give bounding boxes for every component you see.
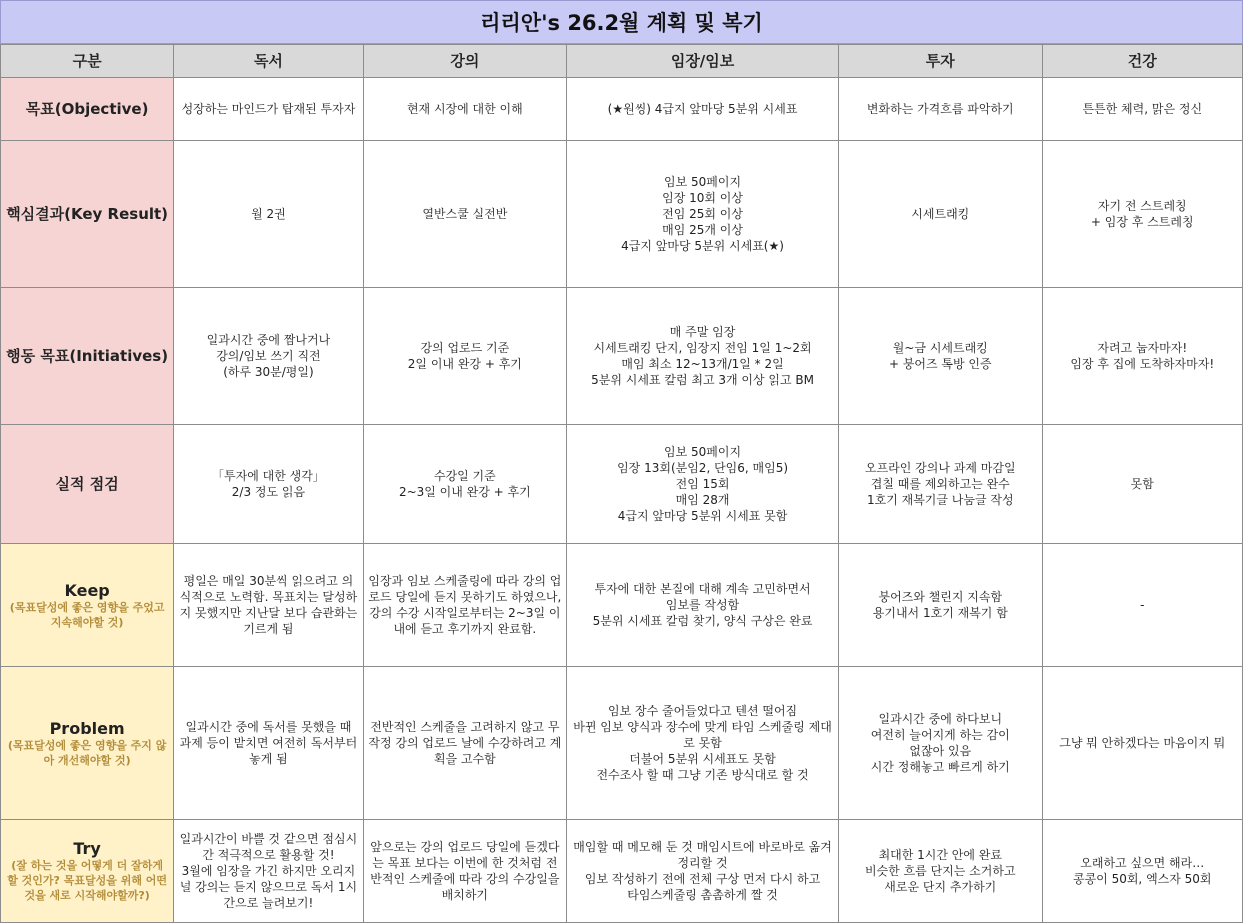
table-cell: 강의 업로드 기준 2일 이내 완강 + 후기 <box>363 288 566 425</box>
table-cell: 자려고 눕자마자! 임장 후 집에 도착하자마자! <box>1042 288 1242 425</box>
table-cell: 평일은 매일 30분씩 읽으려고 의식적으로 노력함. 목표치는 달성하지 못했지만 지난달 보다 습관화는 기르게 됨 <box>174 544 363 667</box>
table-cell: 일과시간 중에 하다보니 여전히 늘어지게 하는 감이 없잖아 있음 시간 정해놓고 빠르게 하기 <box>839 667 1042 820</box>
table-cell: 일과시간 중에 짬나거나 강의/임보 쓰기 직전 (하루 30분/평일) <box>174 288 363 425</box>
header-health: 건강 <box>1042 45 1242 78</box>
table-cell: 임보 장수 줄어들었다고 텐션 떨어짐 바뀐 임보 양식과 장수에 맞게 타임 스케줄링 제대로 못함 더불어 5분위 시세표도 못함 전수조사 할 때 그냥 기존 방식대로 할 것 <box>567 667 839 820</box>
table-cell: 수강일 기준 2~3일 이내 완강 + 후기 <box>363 425 566 544</box>
row-label-try <box>1 820 174 923</box>
row-label: Problem <box>49 718 125 738</box>
table-cell: 앞으로는 강의 업로드 당일에 듣겠다는 목표 보다는 이번에 한 것처럼 전반적인 스케줄에 따라 강의 수강일을 배치하기 <box>363 820 566 923</box>
table-cell: 자기 전 스트레칭 + 임장 후 스트레칭 <box>1042 141 1242 288</box>
table-cell: 임보 50페이지 임장 13회(분임2, 단임6, 매임5) 전임 15회 매임 28개 4급지 앞마당 5분위 시세표 못함 <box>567 425 839 544</box>
row-initiatives <box>1 288 1243 425</box>
table-cell: 열반스쿨 실전반 <box>363 141 566 288</box>
table-cell: 임장과 임보 스케줄링에 따라 강의 업로드 당일에 듣지 못하기도 하였으나, 강의 수강 시작일로부터는 2~3일 이내에 듣고 후기까지 완료함. <box>363 544 566 667</box>
table-cell: 매 주말 임장 시세트래킹 단지, 임장지 전임 1일 1~2회 매임 최소 12~13개/1일 * 2일 5분위 시세표 칼럼 최고 3개 이상 읽고 BM <box>567 288 839 425</box>
plan-table <box>0 44 1243 923</box>
table-cell: 현재 시장에 대한 이해 <box>363 78 566 141</box>
table-cell: 시세트래킹 <box>839 141 1042 288</box>
row-label: 핵심결과(Key Result) <box>1 141 174 288</box>
table-cell: 임보 50페이지 임장 10회 이상 전임 25회 이상 매임 25개 이상 4급지 앞마당 5분위 시세표(★) <box>567 141 839 288</box>
table-cell: 일과시간이 바쁠 것 같으면 점심시간 적극적으로 활용할 것! 3월에 임장을 가긴 하지만 오리지널 강의는 듣지 않으므로 독서 1시간으로 늘려보기! <box>174 820 363 923</box>
row-label-problem <box>1 667 174 820</box>
header-row <box>1 45 1243 78</box>
header-reading: 독서 <box>174 45 363 78</box>
table-cell: 최대한 1시간 안에 완료 비슷한 흐름 단지는 소거하고 새로운 단지 추가하기 <box>839 820 1042 923</box>
table-cell: 튼튼한 체력, 맑은 정신 <box>1042 78 1242 141</box>
row-try <box>1 820 1243 923</box>
table-cell: 월~금 시세트래킹 + 붕어즈 톡방 인증 <box>839 288 1042 425</box>
table-cell: (★원씽) 4급지 앞마당 5분위 시세표 <box>567 78 839 141</box>
table-cell: - <box>1042 544 1242 667</box>
row-sublabel: (잘 하는 것을 어떻게 더 잘하게 할 것인가? 목표달성을 위해 어떤 것을 새로 시작해야할까?) <box>7 859 168 902</box>
row-problem <box>1 667 1243 820</box>
table-cell: 일과시간 중에 독서를 못했을 때 과제 등이 밭치면 여전히 독서부터 놓게 됨 <box>174 667 363 820</box>
table-cell: 변화하는 가격흐름 파악하기 <box>839 78 1042 141</box>
table-cell: 못함 <box>1042 425 1242 544</box>
header-investment: 투자 <box>839 45 1042 78</box>
row-objective <box>1 78 1243 141</box>
header-imjang: 임장/임보 <box>567 45 839 78</box>
table-cell: 붕어즈와 챌린지 지속함 용기내서 1호기 재복기 함 <box>839 544 1042 667</box>
row-sublabel: (목표달성에 좋은 영향을 주지 않아 개선해야할 것) <box>7 738 167 767</box>
row-performance <box>1 425 1243 544</box>
table-cell: 투자에 대한 본질에 대해 계속 고민하면서 임보를 작성함 5분위 시세표 칼럼 찾기, 양식 구상은 완료 <box>567 544 839 667</box>
table-cell: 전반적인 스케줄을 고려하지 않고 무작정 강의 업로드 날에 수강하려고 계획을 고수함 <box>363 667 566 820</box>
row-label: 행동 목표(Initiatives) <box>1 288 174 425</box>
row-label: Try <box>73 839 101 858</box>
row-label: 목표(Objective) <box>1 78 174 141</box>
row-label: Keep <box>64 580 110 600</box>
table-cell: 「투자에 대한 생각」 2/3 정도 읽음 <box>174 425 363 544</box>
table-cell: 매임할 때 메모해 둔 것 매임시트에 바로바로 옮겨 정리할 것 임보 작성하기 전에 전체 구상 먼저 다시 하고 타임스케줄링 촘촘하게 짤 것 <box>567 820 839 923</box>
row-label: 실적 점검 <box>1 425 174 544</box>
table-cell: 월 2권 <box>174 141 363 288</box>
header-lecture: 강의 <box>363 45 566 78</box>
row-sublabel: (목표달성에 좋은 영향을 주었고 지속해야할 것) <box>9 600 165 629</box>
table-cell: 그냥 뭐 안하겠다는 마음이지 뭐 <box>1042 667 1242 820</box>
header-category: 구분 <box>1 45 174 78</box>
table-cell: 성장하는 마인드가 탑재된 투자자 <box>174 78 363 141</box>
page-title: 리리안's 26.2월 계획 및 복기 <box>0 0 1243 44</box>
row-label-keep <box>1 544 174 667</box>
table-cell: 오래하고 싶으면 해라… 콩콩이 50회, 엑스자 50회 <box>1042 820 1242 923</box>
table-cell: 오프라인 강의나 과제 마감일 겹칠 때를 제외하고는 완수 1호기 재복기글 나눔글 작성 <box>839 425 1042 544</box>
row-keep <box>1 544 1243 667</box>
row-key-result <box>1 141 1243 288</box>
